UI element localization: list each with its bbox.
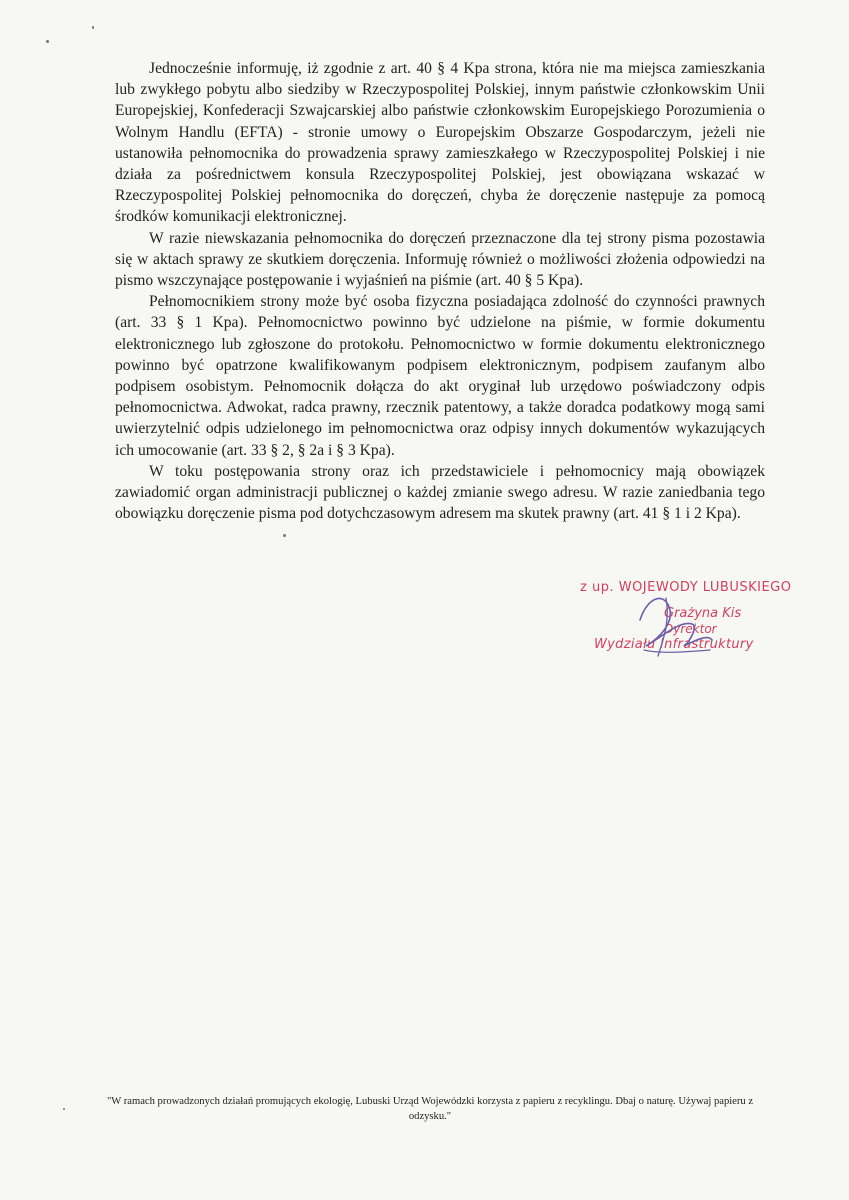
letter-body — [115, 58, 765, 524]
scan-speck — [92, 26, 94, 29]
paragraph-no-representative: W razie niewskazania pełnomocnika do doręczeń przeznaczone dla tej strony pisma pozostawia się w aktach sprawy ze skutkiem doręczenia. Informuję również o możliwości złożenia odpowiedzi na pismo wszczynające postępowanie i wyjaśnień na piśmie (art. 40 § 5 Kpa). — [115, 229, 765, 290]
stamp-authority: z up. WOJEWODY LUBUSKIEGO — [580, 580, 792, 595]
paragraph-representative-obligation: Jednocześnie informuję, iż zgodnie z art. 40 § 4 Kpa strona, która nie ma miejsca zamieszkania lub zwykłego pobytu albo siedziby w Rzeczypospolitej Polskiej, innym państwie członkowskim Unii Europejskiej, Konfederacji Szwajcarskiej albo państwie członkowskim Europejskiego Porozumienia o Wolnym Handlu (EFTA) - stronie umowy o Europejskim Obszarze Gospodarczym, jeżeli nie ustanowiła pełnomocnika do prowadzenia sprawy zamieszkałego w Rzeczypospolitej Polskiej i nie działa za pośrednictwem konsula Rzeczypospolitej Polskiej, jest obowiązana wskazać w Rzeczypospolitej Polskiej pełnomocnika do doręczeń, chyba że doręczenie następuje za pomocą środków komunikacji elektronicznej. — [115, 60, 765, 226]
stamp-position: Dyrektor — [664, 622, 717, 636]
handwritten-signature — [600, 580, 740, 670]
scan-speck — [283, 534, 286, 537]
stamp-name: Grażyna Kis — [664, 606, 742, 621]
scan-speck — [63, 1108, 65, 1110]
recycling-footer-note: "W ramach prowadzonych działań promujących ekologię, Lubuski Urząd Wojewódzki korzysta z papieru z recyklingu. Dbaj o naturę. Używaj papieru z odzysku." — [106, 1096, 754, 1122]
paragraph-power-of-attorney: Pełnomocnikiem strony może być osoba fizyczna posiadająca zdolność do czynności prawnych (art. 33 § 1 Kpa). Pełnomocnictwo powinno być udzielone na piśmie, w formie dokumentu elektronicznego lub zgłoszone do protokołu. Pełnomocnictwo w formie dokumentu elektronicznego powinno być opatrzone kwalifikowanym podpisem elektronicznym, podpisem zaufanym albo podpisem osobistym. Pełnomocnik dołącza do akt oryginał lub urzędowo poświadczony odpis pełnomocnictwa. Adwokat, radca prawny, rzecznik patentowy, a także doradca podatkowy mogą sami uwierzytelnić odpis udzielonego im pełnomocnictwa oraz odpisy innych dokumentów wykazujących ich umocowanie (art. 33 § 2, § 2a i § 3 Kpa). — [115, 293, 765, 459]
stamp-department: Wydziału Infrastruktury — [594, 637, 754, 652]
scan-speck — [46, 40, 49, 43]
paragraph-address-change: W toku postępowania strony oraz ich przedstawiciele i pełnomocnicy mają obowiązek zawiadomić organ administracji publicznej o każdej zmianie swego adresu. W razie zaniedbania tego obowiązku doręczenie pisma pod dotychczasowym adresem ma skutek prawny (art. 41 § 1 i 2 Kpa). — [115, 462, 765, 523]
